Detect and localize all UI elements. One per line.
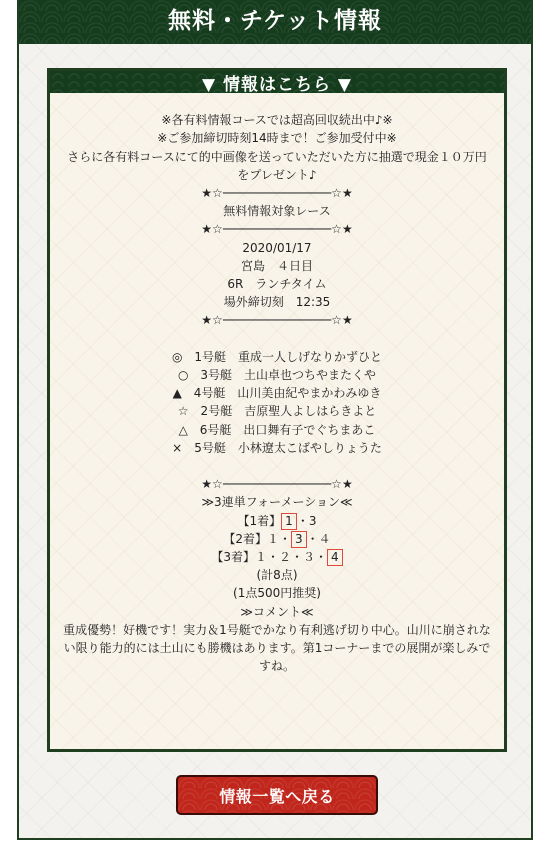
formation-second xyxy=(50,530,504,548)
third-label: 【3着】１・２・３・ xyxy=(211,550,327,565)
formation-recommend: (1点500円推奨) xyxy=(233,586,321,601)
free-ticket-info-section xyxy=(17,0,533,840)
panel-heading: ▼ 情報はこちら ▼ xyxy=(202,74,352,95)
first-label: 【1着】 xyxy=(237,513,282,528)
comment-title: ≫コメント≪ xyxy=(240,604,314,619)
section-title: 無料・チケット情報 xyxy=(168,7,382,34)
formation-first xyxy=(50,512,504,530)
pick-line: ○ 3号艇 土山卓也つちやまたくや xyxy=(177,368,377,383)
section-title-bar xyxy=(19,0,531,44)
pick-line: ☆ 2号艇 吉原聖人よしはらきよと xyxy=(177,404,377,419)
notice-line-2: ※ご参加締切時刻14時まで！ご参加受付中※ xyxy=(157,131,397,146)
second-boxed-pick: 3 xyxy=(291,531,307,548)
info-content xyxy=(50,93,504,675)
formation-third xyxy=(50,548,504,566)
pick-line: × 5号艇 小林遼太こばやしりょうた xyxy=(172,440,382,455)
formation-total: (計8点) xyxy=(256,568,298,583)
notice-line-3: さらに各有料コースにて的中画像を送っていただいた方に抽選で現金１０万円をプレゼント♪ xyxy=(67,149,487,182)
second-label: 【2着】１・ xyxy=(223,531,291,546)
formation-title: ≫3連単フォーメーション≪ xyxy=(201,495,353,510)
notice-line-1: ※各有料情報コースでは超高回収続出中♪※ xyxy=(161,113,393,128)
divider: ★☆───────────────☆★ xyxy=(201,313,353,328)
back-to-list-button[interactable] xyxy=(176,775,378,815)
race-deadline: 場外締切刻 12:35 xyxy=(223,295,331,310)
race-name: 6R ランチタイム xyxy=(227,277,327,292)
panel-heading-bar xyxy=(50,71,504,93)
back-button-label: 情報一覧へ戻る xyxy=(219,786,335,806)
pick-line: ◎ 1号艇 重成一人しげなりかずひと xyxy=(171,349,383,364)
third-boxed-pick: 4 xyxy=(327,549,343,566)
pick-line: ▲ 4号艇 山川美由紀やまかわみゆき xyxy=(172,386,382,401)
race-date: 2020/01/17 xyxy=(242,240,312,255)
comment-text: 重成優勢！好機です！実力＆1号艇でかなり有利逃げ切り中心。山川に崩されない限り能力的には土山にも勝機はあります。第1コーナーまでの展開が楽しみですね。 xyxy=(63,622,491,674)
race-venue: 宮島 ４日目 xyxy=(240,258,313,273)
pick-line: △ 6号艇 出口舞有子でぐちまあこ xyxy=(178,422,376,437)
first-rest: ・3 xyxy=(296,513,317,528)
divider: ★☆───────────────☆★ xyxy=(201,186,353,200)
divider: ★☆───────────────☆★ xyxy=(201,222,353,237)
divider: ★☆───────────────☆★ xyxy=(201,477,353,492)
second-rest: ・４ xyxy=(306,531,331,546)
first-boxed-pick: 1 xyxy=(281,513,297,530)
race-heading: 無料情報対象レース xyxy=(223,204,331,219)
info-panel xyxy=(47,68,507,752)
